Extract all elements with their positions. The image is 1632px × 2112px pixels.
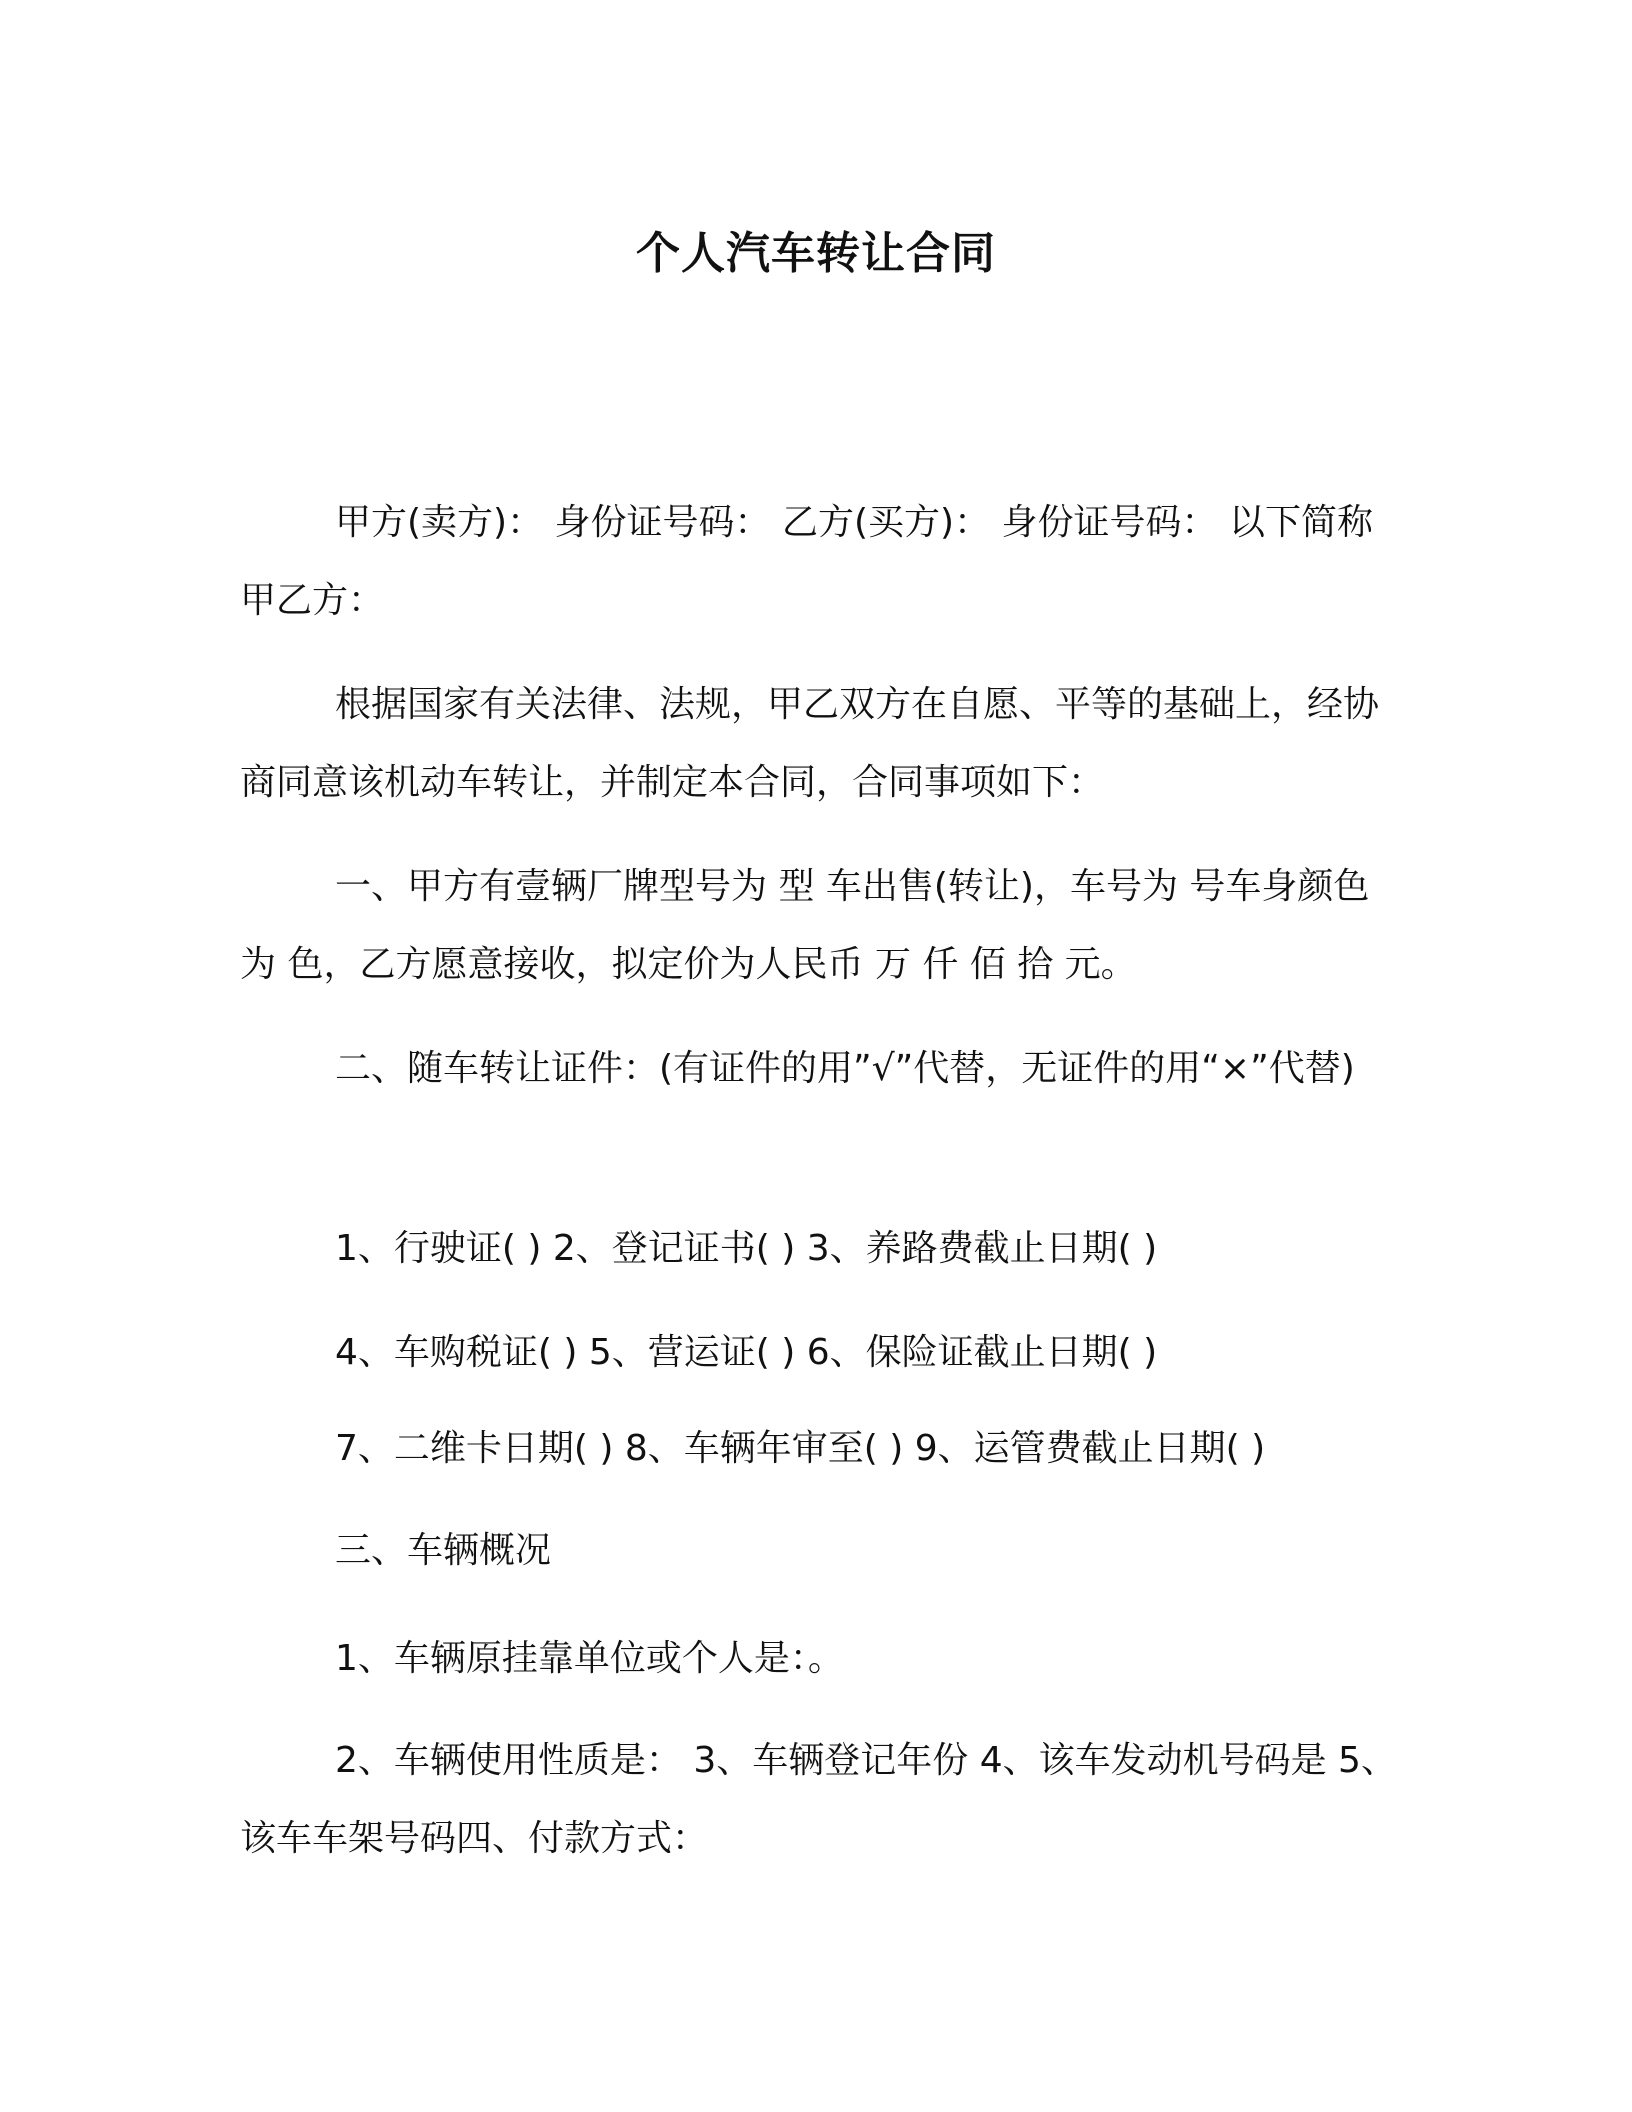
paragraph-parties: 甲方(卖方)： 身份证号码： 乙方(买方)： 身份证号码： 以下简称甲乙方： xyxy=(240,502,1373,621)
paragraph-vehicle-overview-heading: 三、车辆概况 xyxy=(335,1530,552,1571)
paragraph-vehicle-details-payment: 2、车辆使用性质是： 3、车辆登记年份 4、该车发动机号码是 5、该车车架号码四、付款方式： xyxy=(240,1740,1397,1859)
paragraph-documents-list-2: 4、车购税证( ) 5、营运证( ) 6、保险证截止日期( ) xyxy=(335,1332,1158,1373)
paragraph-vehicle-owner: 1、车辆原挂靠单位或个人是：。 xyxy=(335,1638,844,1679)
paragraph-documents-list-1: 1、行驶证( ) 2、登记证书( ) 3、养路费截止日期( ) xyxy=(335,1228,1158,1269)
paragraph-basis: 根据国家有关法律、法规，甲乙双方在自愿、平等的基础上，经协商同意该机动车转让，并制定本合同，合同事项如下： xyxy=(240,684,1380,803)
paragraph-vehicle-sale: 一、甲方有壹辆厂牌型号为 型 车出售(转让)，车号为 号车身颜色为 色，乙方愿意接收，拟定价为人民币 万 仟 佰 拾 元。 xyxy=(240,866,1370,985)
page-title: 个人汽车转让合同 xyxy=(636,228,996,279)
paragraph-documents-list-3: 7、二维卡日期( ) 8、车辆年审至( ) 9、运管费截止日期( ) xyxy=(335,1428,1266,1469)
paragraph-documents-heading: 二、随车转让证件：(有证件的用”√”代替，无证件的用“×”代替) xyxy=(335,1048,1355,1089)
